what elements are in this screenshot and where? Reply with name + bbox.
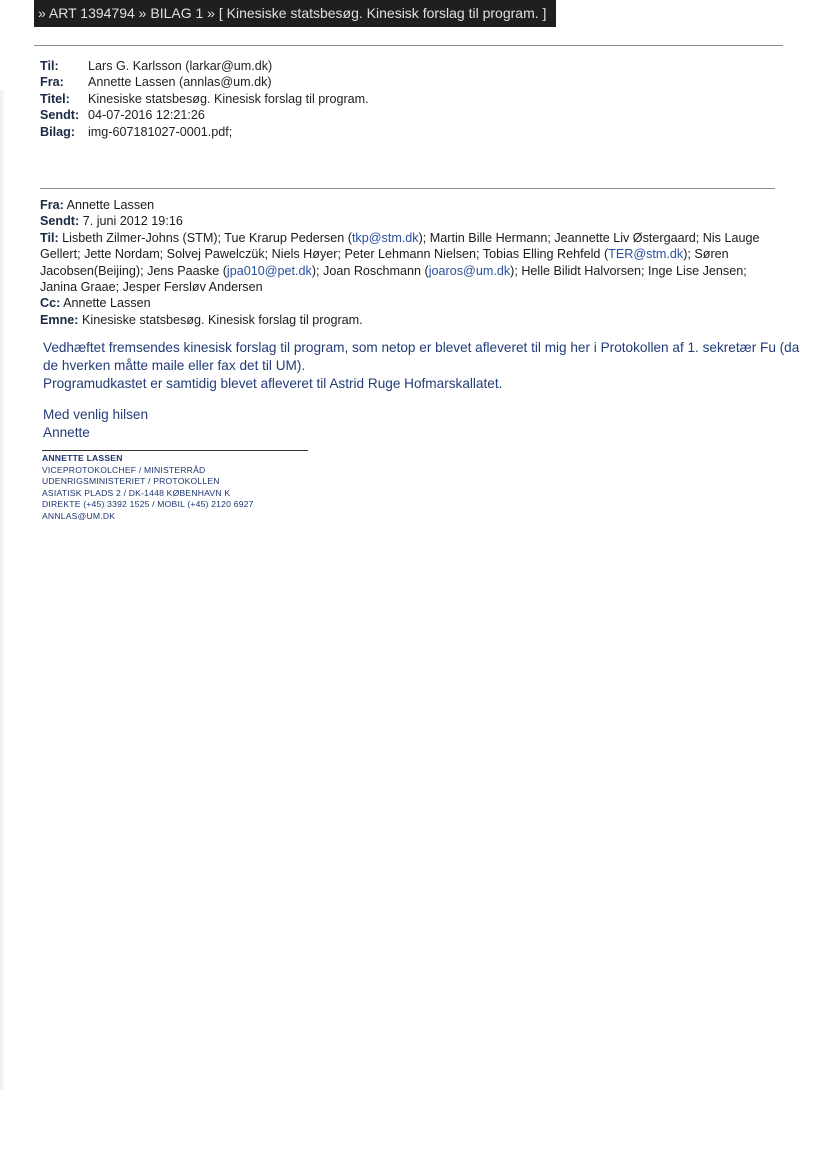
- header-divider: [34, 45, 783, 46]
- meta-label: Sendt:: [40, 108, 80, 123]
- recipient-email-link[interactable]: joaros@um.dk: [428, 263, 511, 278]
- email-greeting: [43, 406, 148, 442]
- forwarded-sent-value: 7. juni 2012 19:16: [82, 214, 183, 229]
- meta-value: Lars G. Karlsson (larkar@um.dk): [88, 59, 273, 73]
- meta-row-title: [40, 92, 369, 108]
- scan-edge-shadow: [0, 90, 6, 1090]
- body-paragraph: Programudkastet er samtidig blevet afleveret til Astrid Ruge Hofmarskallatet.: [43, 376, 503, 391]
- signature-address: ASIATISK PLADS 2 / DK-1448 KØBENHAVN K: [42, 487, 231, 498]
- signature-phone: DIREKTE (+45) 3392 1525 / MOBIL (+45) 2120 6927: [42, 499, 254, 510]
- signature-org: UDENRIGSMINISTERIET / PROTOKOLLEN: [42, 476, 220, 487]
- meta-value: img-607181027-0001.pdf;: [88, 124, 233, 139]
- forwarded-to: [40, 230, 785, 296]
- forwarded-cc-value: Annette Lassen: [63, 296, 151, 311]
- forwarded-cc: [40, 295, 785, 311]
- recipient-email-link[interactable]: tkp@stm.dk: [351, 230, 419, 245]
- signature-divider: [42, 450, 308, 451]
- signature-email[interactable]: ANNLAS@UM.DK: [42, 510, 116, 521]
- forwarded-subject-value: Kinesiske statsbesøg. Kinesisk forslag til program.: [82, 312, 363, 327]
- meta-label: Til:: [40, 59, 59, 73]
- meta-row-to: [40, 59, 369, 75]
- meta-label: Bilag:: [40, 124, 75, 139]
- signature-title: VICEPROTOKOLCHEF / MINISTERRÅD: [42, 464, 206, 475]
- meta-label: Titel:: [40, 91, 70, 106]
- document-header-text: » ART 1394794 » BILAG 1 » [ Kinesiske statsbesøg. Kinesisk forslag til program. ]: [38, 5, 547, 21]
- recipient-email-link[interactable]: jpa010@pet.dk: [226, 263, 312, 278]
- meta-value: Kinesiske statsbesøg. Kinesisk forslag til program.: [88, 91, 369, 106]
- meta-value: 04-07-2016 12:21:26: [88, 108, 205, 123]
- meta-value: Annette Lassen (annlas@um.dk): [88, 75, 272, 90]
- greeting-name: Annette: [43, 425, 90, 440]
- recipients-text: ); Martin Bille Hermann; Jeannette Liv Østergaard; Nis Lauge Gellert; Jette Nordam; Solvej Pawelczük; Niels Høyer; Peter Lehmann Nielsen; Tobias Elling Rehfeld (: [40, 230, 760, 262]
- recipients-text: ); Joan Roschmann (: [311, 263, 429, 278]
- forwarded-from-label: Fra:: [40, 198, 64, 212]
- email-signature: [42, 453, 254, 523]
- recipient-email-link[interactable]: TER@stm.dk: [608, 247, 684, 262]
- signature-name: ANNETTE LASSEN: [42, 453, 123, 463]
- forwarded-header: [40, 197, 785, 328]
- forwarded-cc-label: Cc:: [40, 296, 61, 311]
- recipients-text: Lisbeth Zilmer-Johns (STM); Tue Krarup Pedersen (: [62, 230, 352, 245]
- forward-divider: [40, 188, 775, 189]
- meta-row-attachment: [40, 125, 369, 141]
- body-paragraph: Vedhæftet fremsendes kinesisk forslag til program, som netop er blevet afleveret til mig her i Protokollen af 1. sekretær Fu (da de hverken måtte maile eller fax det til UM).: [43, 340, 800, 373]
- email-metadata: [40, 59, 369, 141]
- meta-row-from: [40, 75, 369, 91]
- forwarded-sent-label: Sendt:: [40, 214, 80, 229]
- recipients-text: ); Søren Jacobsen(Beijing); Jens Paaske (: [40, 247, 729, 278]
- meta-row-sent: [40, 108, 369, 124]
- forwarded-from-value: Annette Lassen: [66, 198, 155, 212]
- document-header-bar: [34, 0, 556, 27]
- greeting-closing: Med venlig hilsen: [43, 407, 149, 422]
- forwarded-to-label: Til:: [40, 230, 59, 245]
- forwarded-sent: [40, 213, 785, 229]
- recipients-text: ); Helle Bilidt Halvorsen; Inge Lise Jensen; Janina Graae; Jesper Fersløv Andersen: [40, 263, 747, 295]
- email-body: [43, 339, 803, 393]
- forwarded-from: [40, 197, 785, 213]
- forwarded-subject-label: Emne:: [40, 312, 79, 327]
- forwarded-subject: [40, 312, 785, 328]
- meta-label: Fra:: [40, 75, 64, 90]
